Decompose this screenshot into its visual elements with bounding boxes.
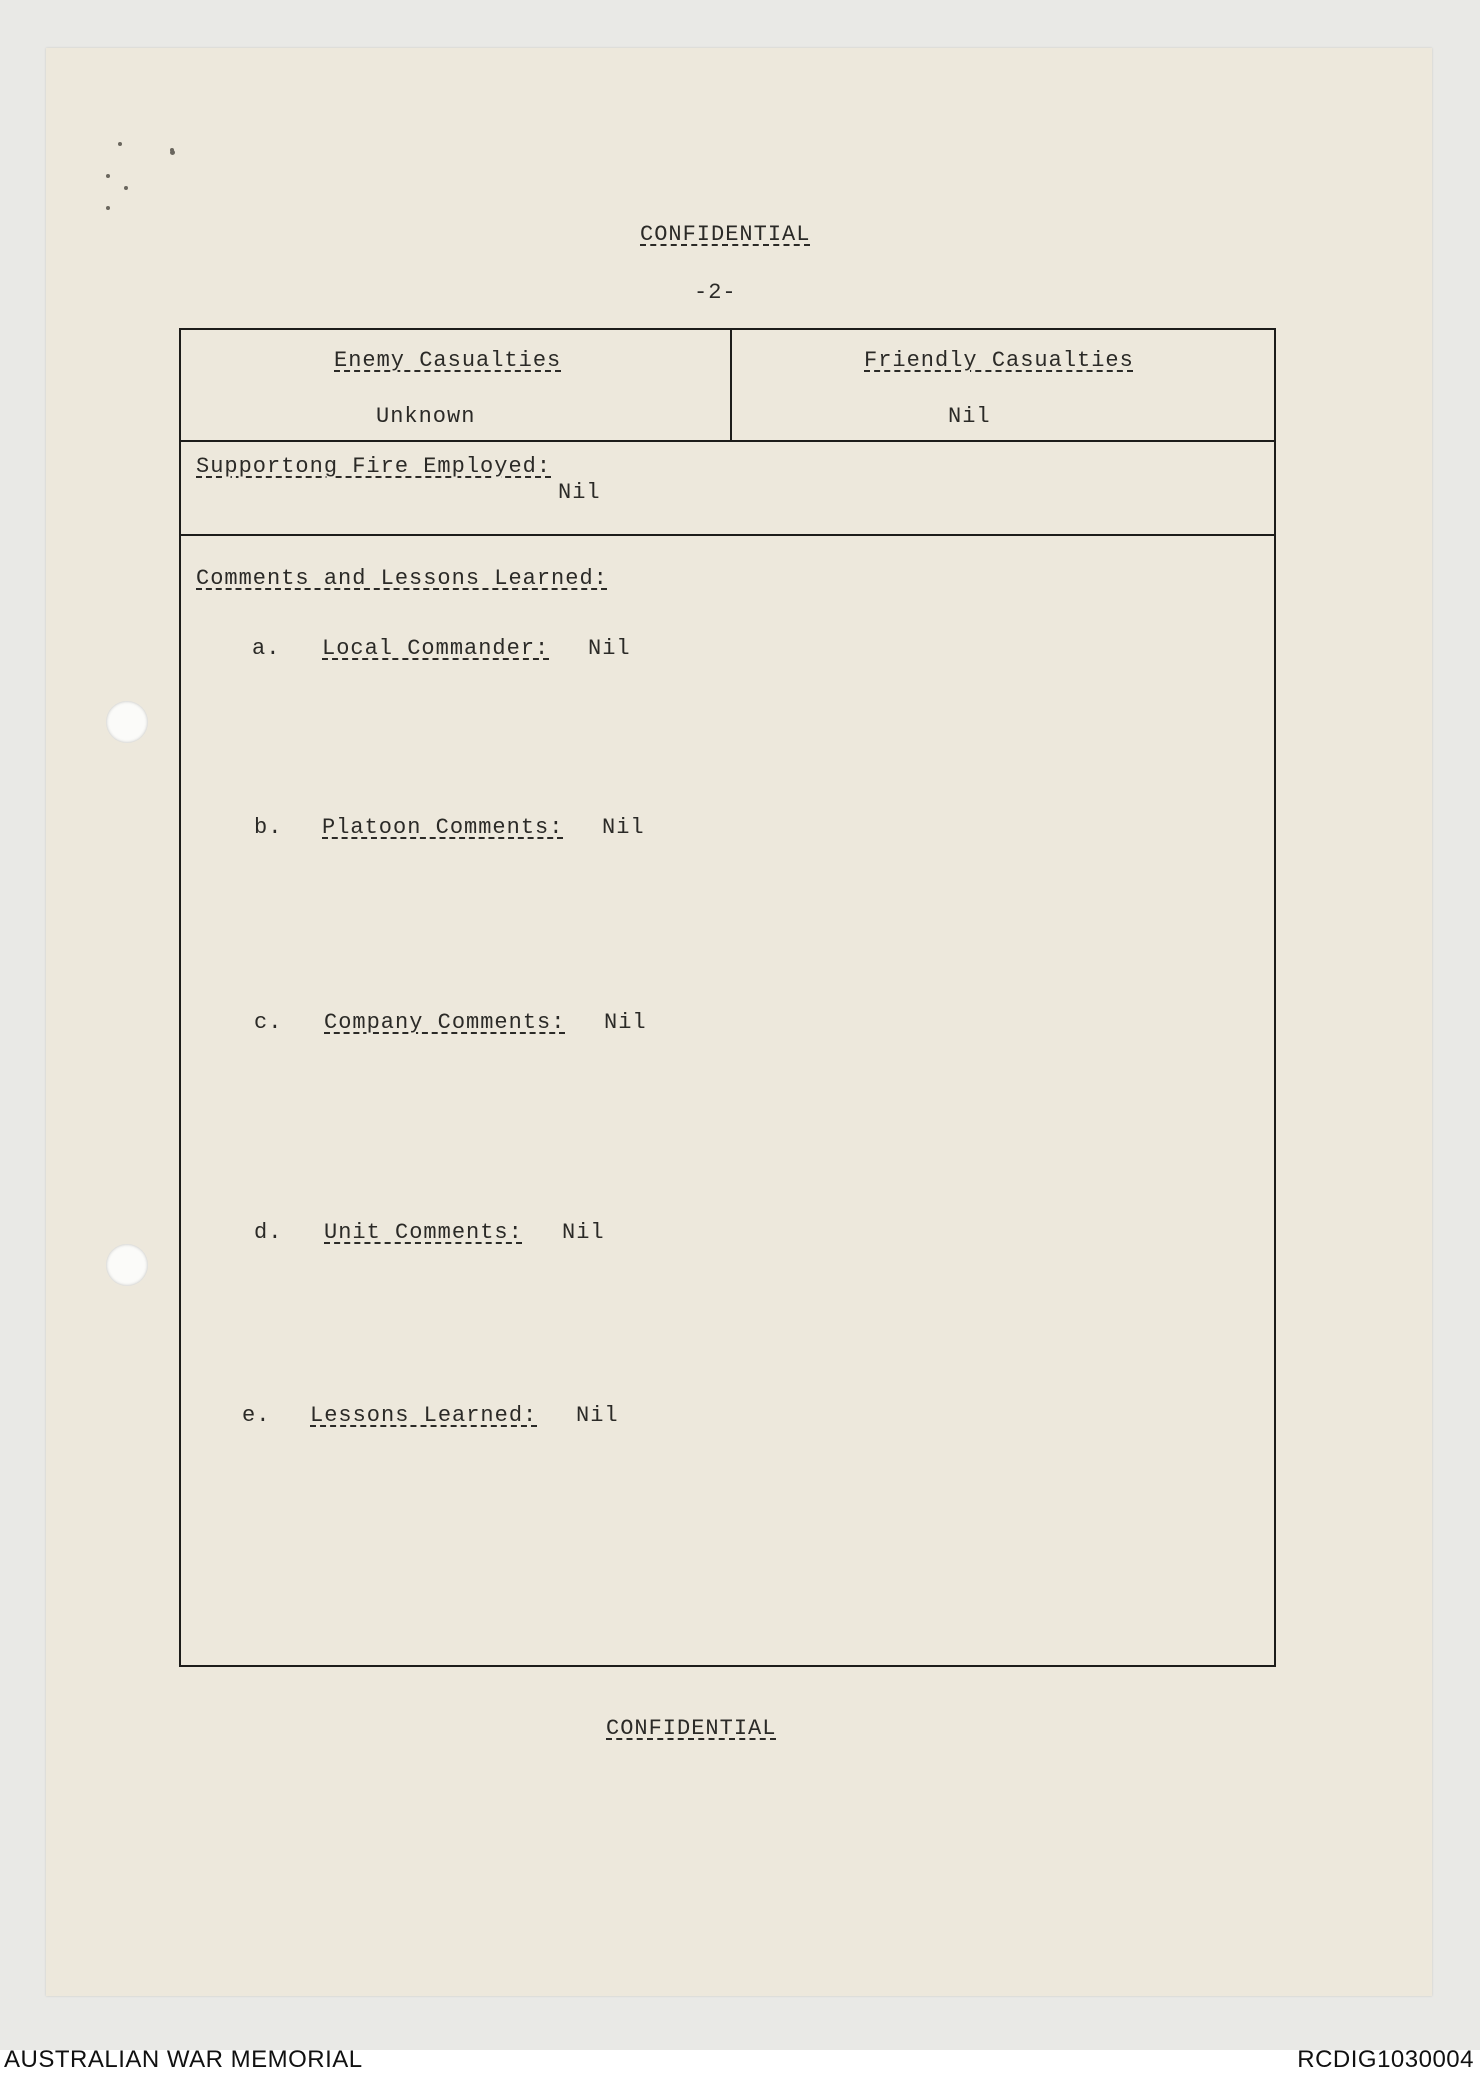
friendly-casualties-label: Friendly Casualties	[864, 348, 1134, 373]
comment-item-letter: a.	[252, 636, 281, 661]
supporting-fire-label: Supportong Fire Employed:	[196, 454, 552, 479]
comment-item-letter: e.	[242, 1403, 271, 1428]
local-commander-value: Nil	[588, 636, 631, 661]
document-page	[46, 48, 1432, 1996]
archive-institution-label: AUSTRALIAN WAR MEMORIAL	[4, 2046, 363, 2073]
comment-item-letter: c.	[254, 1010, 283, 1035]
platoon-comments-value: Nil	[602, 815, 645, 840]
staple-mark	[170, 150, 175, 155]
archive-reference-id: RCDIG1030004	[1297, 2046, 1474, 2073]
local-commander-label: Local Commander:	[322, 636, 550, 661]
staple-mark	[106, 206, 110, 210]
unit-comments-label: Unit Comments:	[324, 1220, 523, 1245]
staple-mark	[106, 174, 110, 178]
header-confidential-marking: CONFIDENTIAL	[640, 222, 811, 247]
casualties-row-divider	[181, 440, 1275, 442]
table-border-top	[181, 328, 1275, 330]
lessons-learned-value: Nil	[576, 1403, 619, 1428]
unit-comments-value: Nil	[562, 1220, 605, 1245]
enemy-casualties-label: Enemy Casualties	[334, 348, 562, 373]
company-comments-label: Company Comments:	[324, 1010, 566, 1035]
company-comments-value: Nil	[604, 1010, 647, 1035]
platoon-comments-label: Platoon Comments:	[322, 815, 564, 840]
staple-mark	[124, 186, 128, 190]
punch-hole-upper	[106, 701, 148, 743]
page-number: -2-	[694, 280, 737, 305]
punch-hole-lower	[106, 1244, 148, 1286]
comment-item-letter: b.	[254, 815, 283, 840]
comment-item-letter: d.	[254, 1220, 283, 1245]
table-border-bottom	[179, 1665, 1276, 1667]
supporting-fire-value: Nil	[558, 480, 601, 505]
table-border-left	[179, 328, 181, 1667]
comments-heading: Comments and Lessons Learned:	[196, 566, 608, 591]
supporting-fire-row-divider	[181, 534, 1275, 536]
staple-mark	[118, 142, 122, 146]
table-border-right	[1274, 328, 1276, 1667]
friendly-casualties-value: Nil	[948, 404, 991, 429]
casualties-column-divider	[730, 330, 732, 440]
enemy-casualties-value: Unknown	[376, 404, 476, 429]
lessons-learned-label: Lessons Learned:	[310, 1403, 538, 1428]
footer-confidential-marking: CONFIDENTIAL	[606, 1716, 777, 1741]
